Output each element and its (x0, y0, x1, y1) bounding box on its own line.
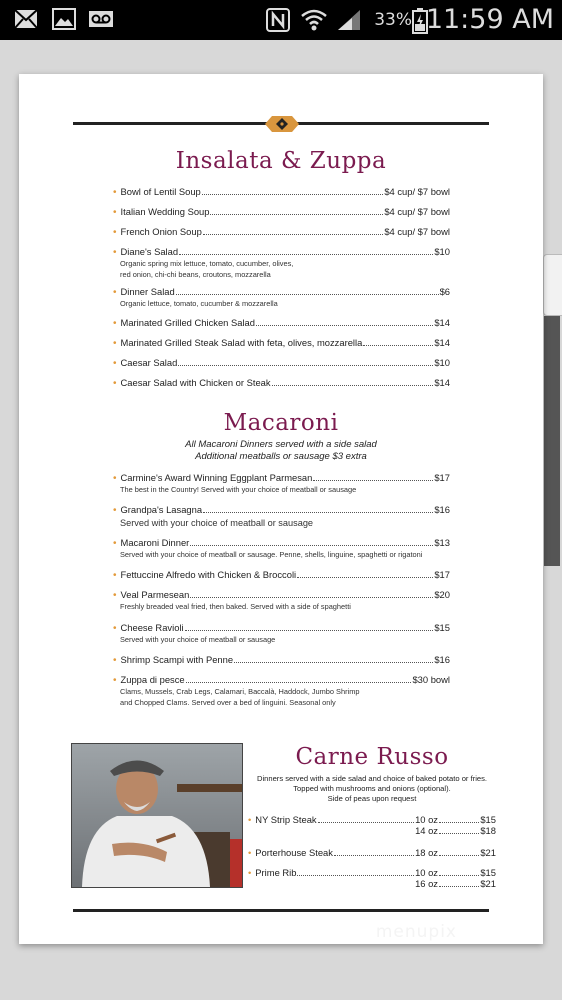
section-title-insalata: Insalata & Zuppa (175, 148, 387, 174)
menu-item: • Italian Wedding Soup $4 cup/ $7 bowl (113, 206, 450, 218)
section-title-carne: Carne Russo (295, 744, 449, 770)
menu-item: • NY Strip Steak 10 oz $15 14 oz $18 (248, 814, 496, 836)
menu-item: • Shrimp Scampi with Penne $16 (113, 654, 450, 666)
section-subtitle: Topped with mushrooms and onions (optional). (293, 784, 451, 793)
ornament-icon (259, 115, 305, 133)
section-title-macaroni: Macaroni (223, 410, 339, 436)
section-subtitle: Additional meatballs or sausage $3 extra (195, 451, 367, 462)
scrollbar-thumb[interactable] (544, 316, 560, 566)
section-subtitle: Side of peas upon request (327, 794, 417, 803)
menu-item: • Grandpa's Lasagna $16 Served with your choice of meatball or sausage (113, 504, 450, 528)
voicemail-icon (88, 8, 114, 30)
menu-item: • Fettuccine Alfredo with Chicken & Broccoli $17 (113, 569, 450, 581)
signal-icon (336, 8, 362, 32)
watermark: menupix (375, 922, 457, 942)
menu-item: • Caesar Salad with Chicken or Steak $14 (113, 377, 450, 389)
chef-photo (71, 743, 243, 888)
wifi-icon (300, 8, 328, 32)
menu-item: • Zuppa di pesce $30 bowl Clams, Mussels, Crab Legs, Calamari, Baccalà, Haddock, Jumbo Shrimp and Chopped Clams. Served over a bed of linguini. Seasonal only (113, 674, 450, 707)
menu-item: • Bowl of Lentil Soup $4 cup/ $7 bowl (113, 186, 450, 198)
section-subtitle: All Macaroni Dinners served with a side salad (185, 439, 377, 450)
battery-percent: 33% (374, 10, 412, 30)
menu-item: • Diane's Salad $10 Organic spring mix lettuce, tomato, cucumber, olives, red onion, chi-chi beans, croutons, mozzarella (113, 246, 450, 279)
gallery-icon (52, 8, 76, 30)
bottom-rule (73, 909, 489, 912)
scroll-tab[interactable] (543, 254, 562, 316)
clock: 11:59 AM (425, 4, 554, 35)
status-bar (0, 0, 562, 40)
message-icon (14, 8, 38, 30)
menu-item: • Porterhouse Steak 18 oz $21 (248, 847, 496, 858)
menu-item: • Marinated Grilled Steak Salad with feta, olives, mozzarella $14 (113, 337, 450, 349)
menu-item: • Veal Parmesean $20 Freshly breaded veal fried, then baked. Served with a side of spaghetti (113, 589, 450, 611)
menu-item: • Cheese Ravioli $15 Served with your choice of meatball or sausage (113, 622, 450, 644)
menu-item: • Carmine's Award Winning Eggplant Parmesan $17 The best in the Country! Served with your choice of meatball or sausage (113, 472, 450, 494)
menu-item: • French Onion Soup $4 cup/ $7 bowl (113, 226, 450, 238)
menu-item: • Dinner Salad $6 Organic lettuce, tomato, cucumber & mozzarella (113, 286, 450, 308)
menu-item: • Marinated Grilled Chicken Salad $14 (113, 317, 450, 329)
nfc-icon (266, 8, 290, 32)
man-photo-icon (72, 744, 242, 887)
section-subtitle: Dinners served with a side salad and choice of baked potato or fries. (256, 774, 488, 783)
menu-item: • Caesar Salad $10 (113, 357, 450, 369)
menu-item: • Prime Rib 10 oz $15 16 oz $21 (248, 867, 496, 889)
menu-item: • Macaroni Dinner $13 Served with your choice of meatball or sausage. Penne, shells, linguine, spaghetti or rigatoni (113, 537, 450, 559)
